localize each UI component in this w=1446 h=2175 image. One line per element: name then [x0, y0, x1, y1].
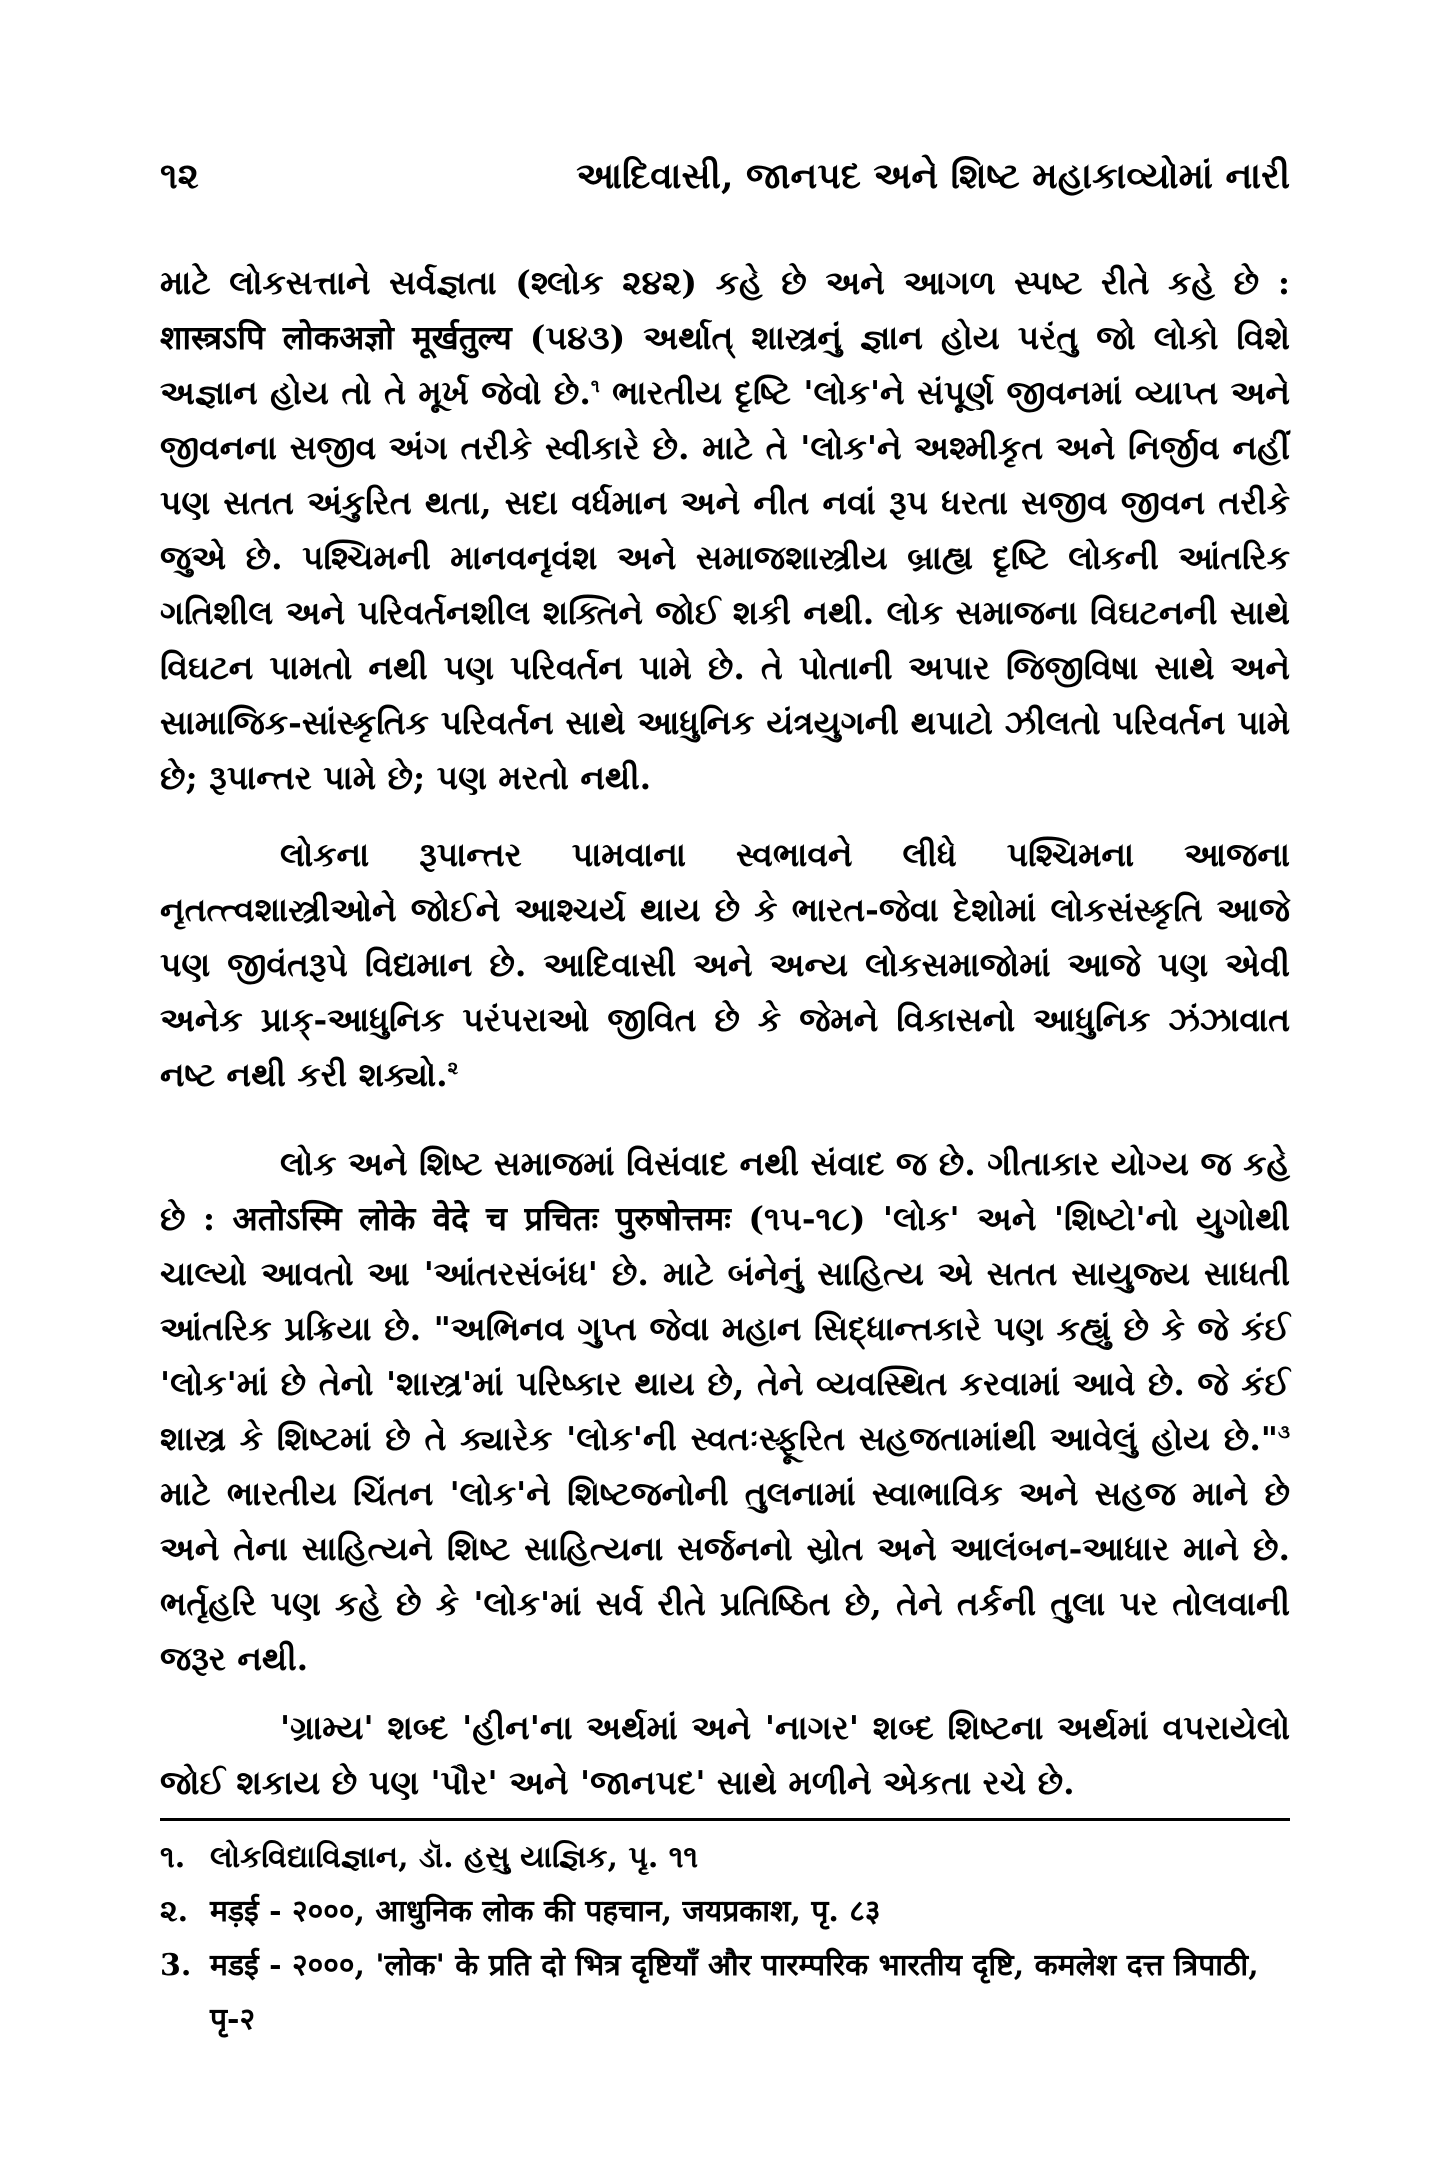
- paragraph-4-text: 'ગ્રામ્ય' શબ્દ 'હીન'ના અર્થમાં અને 'નાગર' શબ્દ શિષ્ટના અર્થમાં વપરાયેલો જોઈ શકાય છે પણ 'પૌર' અને 'જાનપદ' સાથે મળીને એકતા રચે છે.: [160, 1708, 1290, 1802]
- paragraph-1-text: માટે લોકસત્તાને સર્વજ્ઞતા (શ્લોક ૨૪૨) કહે છે અને આગળ સ્પષ્ટ રીતે કહે છે : शास्त्रऽपि लोकअज्ञो मूर्खतुल्य (૫૪૩) અર્થાત્ શાસ્ત્રનું જ્ઞાન હોય પરંતુ જો લોકો વિશે અજ્ઞાન હોય તો તે મૂર્ખ જેવો છે.: [160, 263, 1290, 412]
- footnote-number: ૧.: [160, 1840, 186, 1875]
- paragraph-3: [160, 1136, 1290, 1686]
- book-page: [160, 155, 1290, 2047]
- footnote-text: मडई - २०००, 'लोक' के प्रति दो भित्र दृष्टियाँ और पारम्परिक भारतीय दृष्टि, कमलेश दत्त त्रिपाठी, पृ-२: [210, 1948, 1259, 2037]
- footnote-text: લોકવિદ્યાવિજ્ઞાન, ડૉ. હસુ યાજ્ઞિક, પૃ. ૧૧: [210, 1840, 699, 1875]
- paragraph-2-text: લોકના રૂપાન્તર પામવાના સ્વભાવને લીધે પશ્ચિમના આજના નૃતત્ત્વશાસ્ત્રીઓને જોઈને આશ્ચર્ય થાય છે કે ભારત-જેવા દેશોમાં લોકસંસ્કૃતિ આજે પણ જીવંતરૂપે વિદ્યમાન છે. આદિવાસી અને અન્ય લોકસમાજોમાં આજે પણ એવી અનેક પ્રાક્-આધુનિક પરંપરાઓ જીવિત છે કે જેમને વિકાસનો આધુનિક ઝંઝાવાત નષ્ટ નથી કરી શક્યો.: [160, 835, 1290, 1094]
- footnote-ref-3: ૩: [1278, 1422, 1290, 1443]
- body-text: [160, 255, 1290, 1810]
- footnote-ref-1: ૧: [590, 376, 600, 397]
- footnote-number: ૨.: [160, 1894, 189, 1929]
- paragraph-3-text: લોક અને શિષ્ટ સમાજમાં વિસંવાદ નથી સંવાદ જ છે. ગીતાકાર યોગ્ય જ કહે છે : अतोऽस्मि लोके वेदे च प्रचितः पुरुषोत्तमः (૧૫-૧૮) 'લોક' અને 'શિષ્ટો'નો યુગોથી ચાલ્યો આવતો આ 'આંતરસંબંધ' છે. માટે બંનેનું સાહિત્ય એ સતત સાયુજ્ય સાધતી આંતરિક પ્રક્રિયા છે. "અભિનવ ગુપ્ત જેવા મહાન સિદ્ધાન્તકારે પણ કહ્યું છે કે જે કંઈ 'લોક'માં છે તેનો 'શાસ્ત્ર'માં પરિષ્કાર થાય છે, તેને વ્યવસ્થિત કરવામાં આવે છે. જે કંઈ શાસ્ત્ર કે શિષ્ટમાં છે તે ક્યારેક 'લોક'ની સ્વતઃસ્ફૂરિત સહજતામાંથી આવેલું હોય છે.": [160, 1144, 1290, 1458]
- footnote-number: 3.: [160, 1948, 192, 1983]
- page-number: ૧૨: [160, 155, 199, 197]
- page-header: [160, 155, 1290, 215]
- paragraph-4: [160, 1700, 1290, 1810]
- paragraph-2: [160, 827, 1290, 1102]
- footnote-ref-2: ૨: [447, 1058, 459, 1079]
- running-title: આદિવાસી, જાનપદ અને શિષ્ટ મહાકાવ્યોમાં નારી: [576, 155, 1290, 197]
- paragraph-1-continued: ભારતીય દૃષ્ટિ 'લોક'ને સંપૂર્ણ જીવનમાં વ્યાપ્ત અને જીવનના સજીવ અંગ તરીકે સ્વીકારે છે. માટે તે 'લોક'ને અશ્મીકૃત અને નિર્જીવ નહીં પણ સતત અંકુરિત થતા, સદા વર્ધમાન અને નીત નવાં રૂપ ધરતા સજીવ જીવન તરીકે જુએ છે. પશ્ચિમની માનવનૃવંશ અને સમાજશાસ્ત્રીય બ્રાહ્ય દૃષ્ટિ લોકની આંતરિક ગતિશીલ અને પરિવર્તનશીલ શક્તિને જોઈ શકી નથી. લોક સમાજના વિઘટનની સાથે વિઘટન પામતો નથી પણ પરિવર્તન પામે છે. તે પોતાની અપાર જિજીવિષા સાથે અને સામાજિક-સાંસ્કૃતિક પરિવર્તન સાથે આધુનિક યંત્રયુગની થપાટો ઝીલતો પરિવર્તન પામે છે; રૂપાન્તર પામે છે; પણ મરતો નથી.: [160, 373, 1291, 797]
- paragraph-1: [160, 255, 1290, 805]
- footnote-1: [160, 1831, 1290, 1885]
- footnote-text: मड़ई - २०००, आधुनिक लोक की पहचान, जयप्रकाश, पृ. ८३: [210, 1894, 881, 1929]
- footnote-2: [160, 1885, 1290, 1939]
- paragraph-3-continued: માટે ભારતીય ચિંતન 'લોક'ને શિષ્ટજનોની તુલનામાં સ્વાભાવિક અને સહજ માને છે અને તેના સાહિત્યને શિષ્ટ સાહિત્યના સર્જનનો સ્રોત અને આલંબન-આધાર માને છે. ભર્તૃહરિ પણ કહે છે કે 'લોક'માં સર્વ રીતે પ્રતિષ્ઠિત છે, તેને તર્કની તુલા પર તોલવાની જરૂર નથી.: [160, 1474, 1290, 1678]
- footnotes: [160, 1818, 1290, 2047]
- footnote-3: [160, 1939, 1290, 2047]
